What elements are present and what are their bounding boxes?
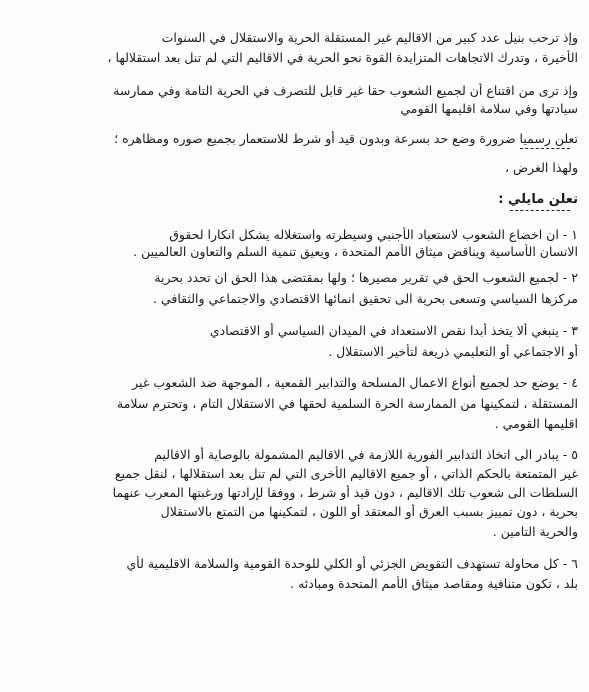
- declaration-heading: تعلن مايلي :: [498, 192, 578, 207]
- preamble-line: وإذ ترى من اقتناع أن لجميع الشعوب حقا غير قابل للتصرف في الحرية التامة وفي ممارسة: [113, 83, 578, 98]
- article-line: مركزها السياسي وتسعى بحرية الى تحقيق انمائها الاقتصادي والاجتماعي والثقافي .: [152, 291, 578, 306]
- article-line: ٢ - لجميع الشعوب الحق في تقرير مصيرها ؛ ولها بمقتضى هذا الحق ان تحدد بحرية: [154, 270, 578, 285]
- proclamation-line: ولهذا الغرض ،: [505, 160, 578, 175]
- heading-underline: [510, 210, 570, 211]
- article-line: بحرية ، دون تمييز بسبب العرق أو المعتقد أو اللون ، لتمكينها من التمتع بالاستقلال: [160, 504, 578, 519]
- article-line: ٣ - ينبغي ألا يتخذ أبدا نقص الاستعداد في الميدان السياسي أو الاقتصادي: [209, 323, 578, 338]
- article-line: المستقلة ، لتمكينها من الممارسة الحرة السلمية لحقها في الاستقلال التام ، وتحترم سلامة: [117, 396, 578, 411]
- preamble-line: الأخيرة ، وتدرك الاتجاهات المتزايدة القوة نحو الحرية في الاقاليم التي لم تنل بعد استقلالها ،: [107, 50, 578, 65]
- article-line: أو الاجتماعي أو التعليمي ذريعة لتأخير الاستقلال .: [328, 344, 578, 359]
- article-line: ٥ - يبادر الى اتخاذ التدابير الفورية اللازمة في الاقاليم المشمولة بالوصاية أو الاقاليم: [154, 447, 578, 462]
- article-line: ٦ - كل محاولة تستهدف التقويض الجزئي أو الكلي للوحدة القومية والسلامة الاقليمية لأي: [126, 556, 578, 571]
- article-line: غير المتمتعة بالحكم الذاتي ، أو جميع الاقاليم الأخرى التي لم تنل بعد استقلالها ، لنقل جميع: [114, 466, 578, 481]
- preamble-line: سيادتها وفي سلامة اقليمها القومي: [400, 101, 578, 116]
- article-line: السلطات الى شعوب تلك الاقاليم ، دون قيد أو شرط ، ووفقا لإرادتها ورغبتها المعرب عنهما: [112, 485, 578, 500]
- heading-underline: [520, 148, 570, 149]
- article-line: الانسان الأساسية ويناقض ميثاق الأمم المتحدة ، ويعيق تنمية السلم والتعاون العالميين .: [133, 244, 578, 259]
- article-line: ١ - ان اخضاع الشعوب لاستعباد الأجنبي وسيطرته واستغلاله يشكل انكارا لحقوق: [169, 227, 578, 242]
- proclamation-line: تعلن رسميا ضرورة وضع حد بسرعة وبدون قيد أو شرط للاستعمار بجميع صوره ومظاهره ؛: [114, 131, 578, 146]
- article-line: ٤ - يوضع حد لجميع أنواع الاعمال المسلحة والتدابير القمعية ، الموجهة ضد الشعوب غير: [132, 375, 578, 390]
- article-line: والحرية التامين .: [492, 524, 578, 539]
- article-line: اقليمها القومي .: [494, 416, 578, 431]
- article-line: بلد ، تكون متنافية ومقاصد ميثاق الأمم المتحدة ومبادئه .: [290, 576, 578, 591]
- preamble-line: وإذ ترحب بنيل عدد كبير من الاقاليم غير المستقلة الحرية والاستقلال في السنوات: [161, 30, 578, 45]
